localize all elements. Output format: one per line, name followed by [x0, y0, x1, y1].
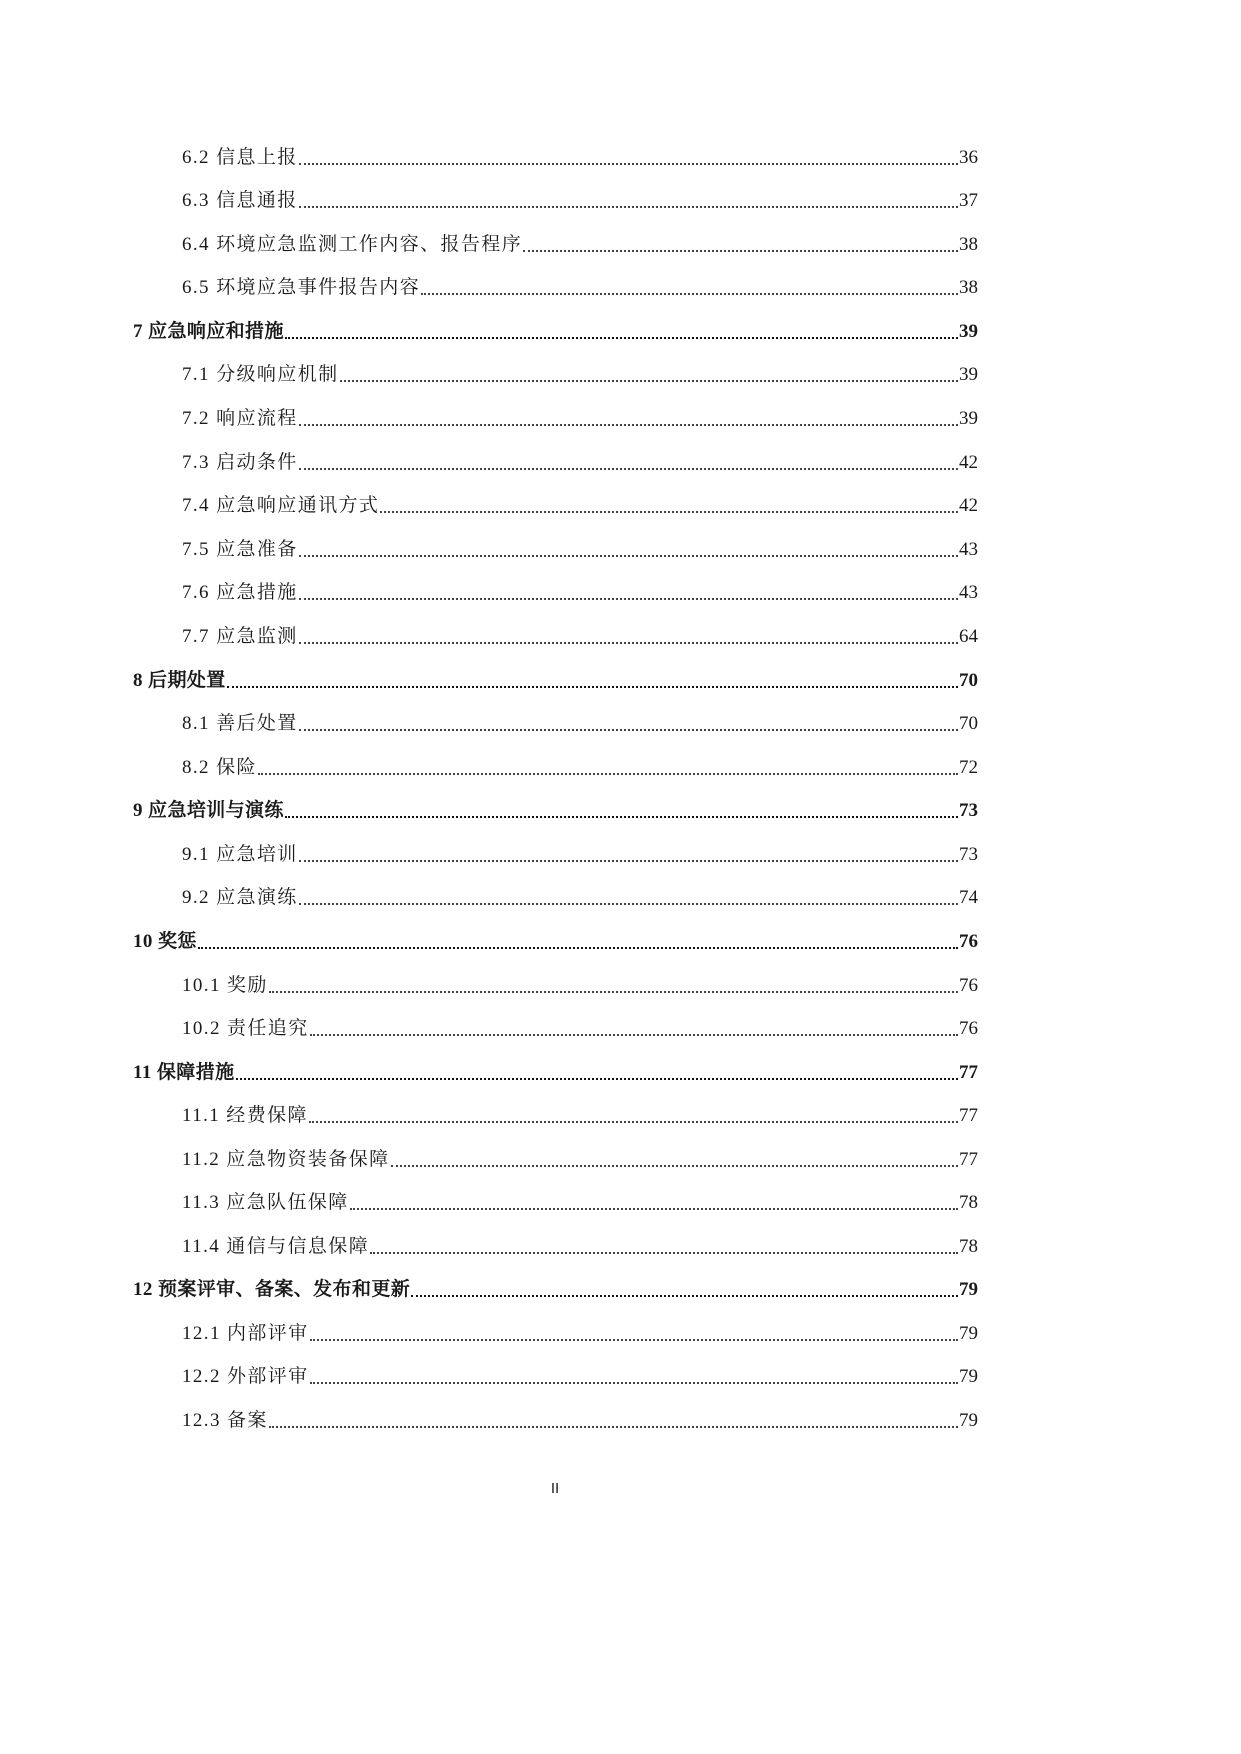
toc-entry-title: 7.5 应急准备	[182, 539, 298, 560]
toc-entry-page: 43	[959, 539, 978, 560]
toc-entry-8-2[interactable]	[182, 750, 978, 780]
toc-entry-page: 78	[959, 1192, 978, 1213]
toc-entry-page: 73	[959, 800, 978, 821]
toc-entry-page: 42	[959, 495, 978, 516]
toc-entry-11-3[interactable]	[182, 1185, 978, 1215]
toc-chapter-7[interactable]	[133, 314, 978, 344]
toc-entry-7-4[interactable]	[182, 488, 978, 518]
toc-entry-page: 38	[959, 234, 978, 255]
toc-chapter-8[interactable]	[133, 663, 978, 693]
toc-entry-7-3[interactable]	[182, 445, 978, 475]
toc-entry-title: 9.1 应急培训	[182, 844, 298, 865]
toc-entry-page: 77	[959, 1062, 978, 1083]
dot-leader	[299, 729, 958, 731]
dot-leader	[269, 991, 958, 993]
dot-leader	[299, 163, 958, 165]
toc-chapter-9[interactable]	[133, 793, 978, 823]
toc-entry-title: 7 应急响应和措施	[133, 321, 284, 342]
toc-entry-title: 9.2 应急演练	[182, 887, 298, 908]
toc-entry-7-2[interactable]	[182, 401, 978, 431]
dot-leader	[236, 1078, 958, 1080]
dot-leader	[299, 903, 958, 905]
toc-entry-title: 7.4 应急响应通讯方式	[182, 495, 380, 516]
toc-entry-title: 6.4 环境应急监测工作内容、报告程序	[182, 234, 523, 255]
toc-entry-page: 79	[959, 1323, 978, 1344]
dot-leader	[299, 206, 958, 208]
toc-entry-6-5[interactable]	[182, 270, 978, 300]
toc-entry-page: 39	[959, 364, 978, 385]
dot-leader	[350, 1208, 958, 1210]
page-number: II	[550, 1480, 560, 1497]
toc-entry-9-1[interactable]	[182, 837, 978, 867]
toc-entry-page: 76	[959, 975, 978, 996]
toc-entry-page: 39	[959, 321, 978, 342]
toc-entry-page: 70	[959, 713, 978, 734]
toc-entry-title: 9 应急培训与演练	[133, 800, 284, 821]
toc-entry-page: 37	[959, 190, 978, 211]
dot-leader	[421, 293, 958, 295]
toc-entry-page: 77	[959, 1105, 978, 1126]
toc-entry-10-1[interactable]	[182, 968, 978, 998]
toc-entry-6-3[interactable]	[182, 183, 978, 213]
toc-chapter-11[interactable]	[133, 1055, 978, 1085]
toc-chapter-12[interactable]	[133, 1272, 978, 1302]
toc-entry-7-7[interactable]	[182, 619, 978, 649]
toc-entry-6-4[interactable]	[182, 227, 978, 257]
toc-entry-page: 72	[959, 757, 978, 778]
dot-leader	[198, 947, 958, 949]
toc-entry-page: 76	[959, 931, 978, 952]
toc-entry-page: 79	[959, 1279, 978, 1300]
toc-entry-title: 11.3 应急队伍保障	[182, 1192, 349, 1213]
dot-leader	[299, 860, 958, 862]
toc-entry-page: 39	[959, 408, 978, 429]
toc-entry-7-5[interactable]	[182, 532, 978, 562]
toc-entry-12-1[interactable]	[182, 1316, 978, 1346]
toc-entry-title: 11.1 经费保障	[182, 1105, 308, 1126]
dot-leader	[310, 1382, 958, 1384]
dot-leader	[380, 511, 958, 513]
toc-entry-title: 10.1 奖励	[182, 975, 268, 996]
toc-entry-title: 7.6 应急措施	[182, 582, 298, 603]
dot-leader	[299, 642, 958, 644]
dot-leader	[258, 773, 958, 775]
dot-leader	[391, 1165, 959, 1167]
toc-entry-title: 11.2 应急物资装备保障	[182, 1149, 390, 1170]
dot-leader	[411, 1295, 958, 1297]
toc-chapter-10[interactable]	[133, 924, 978, 954]
toc-entry-title: 10.2 责任追究	[182, 1018, 309, 1039]
toc-entry-title: 7.1 分级响应机制	[182, 364, 339, 385]
toc-entry-page: 74	[959, 887, 978, 908]
toc-entry-11-2[interactable]	[182, 1142, 978, 1172]
toc-entry-page: 79	[959, 1410, 978, 1431]
toc-entry-title: 7.2 响应流程	[182, 408, 298, 429]
dot-leader	[269, 1426, 958, 1428]
dot-leader	[299, 555, 958, 557]
toc-entry-10-2[interactable]	[182, 1011, 978, 1041]
toc-entry-title: 12 预案评审、备案、发布和更新	[133, 1279, 411, 1300]
toc-entry-page: 64	[959, 626, 978, 647]
toc-entry-6-2[interactable]	[182, 140, 978, 170]
dot-leader	[310, 1034, 958, 1036]
dot-leader	[340, 380, 958, 382]
toc-entry-page: 77	[959, 1149, 978, 1170]
toc-entry-page: 38	[959, 277, 978, 298]
toc-entry-title: 10 奖惩	[133, 931, 197, 952]
toc-entry-7-6[interactable]	[182, 575, 978, 605]
toc-entry-title: 6.2 信息上报	[182, 147, 298, 168]
toc-entry-page: 70	[959, 670, 978, 691]
toc-entry-title: 12.3 备案	[182, 1410, 268, 1431]
dot-leader	[370, 1252, 958, 1254]
toc-entry-12-3[interactable]	[182, 1403, 978, 1433]
dot-leader	[310, 1339, 958, 1341]
toc-entry-page: 73	[959, 844, 978, 865]
toc-entry-7-1[interactable]	[182, 357, 978, 387]
toc-entry-11-4[interactable]	[182, 1229, 978, 1259]
dot-leader	[285, 337, 958, 339]
dot-leader	[523, 250, 958, 252]
toc-entry-title: 8.1 善后处置	[182, 713, 298, 734]
toc-entry-page: 79	[959, 1366, 978, 1387]
toc-entry-page: 76	[959, 1018, 978, 1039]
toc-entry-page: 42	[959, 452, 978, 473]
toc-entry-title: 6.3 信息通报	[182, 190, 298, 211]
toc-entry-11-1[interactable]	[182, 1098, 978, 1128]
toc-entry-title: 8 后期处置	[133, 670, 226, 691]
toc-entry-page: 78	[959, 1236, 978, 1257]
dot-leader	[299, 468, 958, 470]
toc-entry-9-2[interactable]	[182, 880, 978, 910]
toc-entry-title: 6.5 环境应急事件报告内容	[182, 277, 421, 298]
toc-entry-12-2[interactable]	[182, 1359, 978, 1389]
toc-entry-title: 7.3 启动条件	[182, 452, 298, 473]
toc-entry-title: 7.7 应急监测	[182, 626, 298, 647]
toc-entry-page: 43	[959, 582, 978, 603]
toc-entry-title: 12.1 内部评审	[182, 1323, 309, 1344]
dot-leader	[299, 424, 958, 426]
dot-leader	[285, 816, 958, 818]
toc-entry-8-1[interactable]	[182, 706, 978, 736]
dot-leader	[309, 1121, 958, 1123]
toc-entry-title: 11.4 通信与信息保障	[182, 1236, 370, 1257]
dot-leader	[299, 598, 958, 600]
toc-entry-title: 11 保障措施	[133, 1062, 235, 1083]
dot-leader	[227, 686, 958, 688]
toc-entry-page: 36	[959, 147, 978, 168]
toc-entry-title: 8.2 保险	[182, 757, 257, 778]
toc-entry-title: 12.2 外部评审	[182, 1366, 309, 1387]
